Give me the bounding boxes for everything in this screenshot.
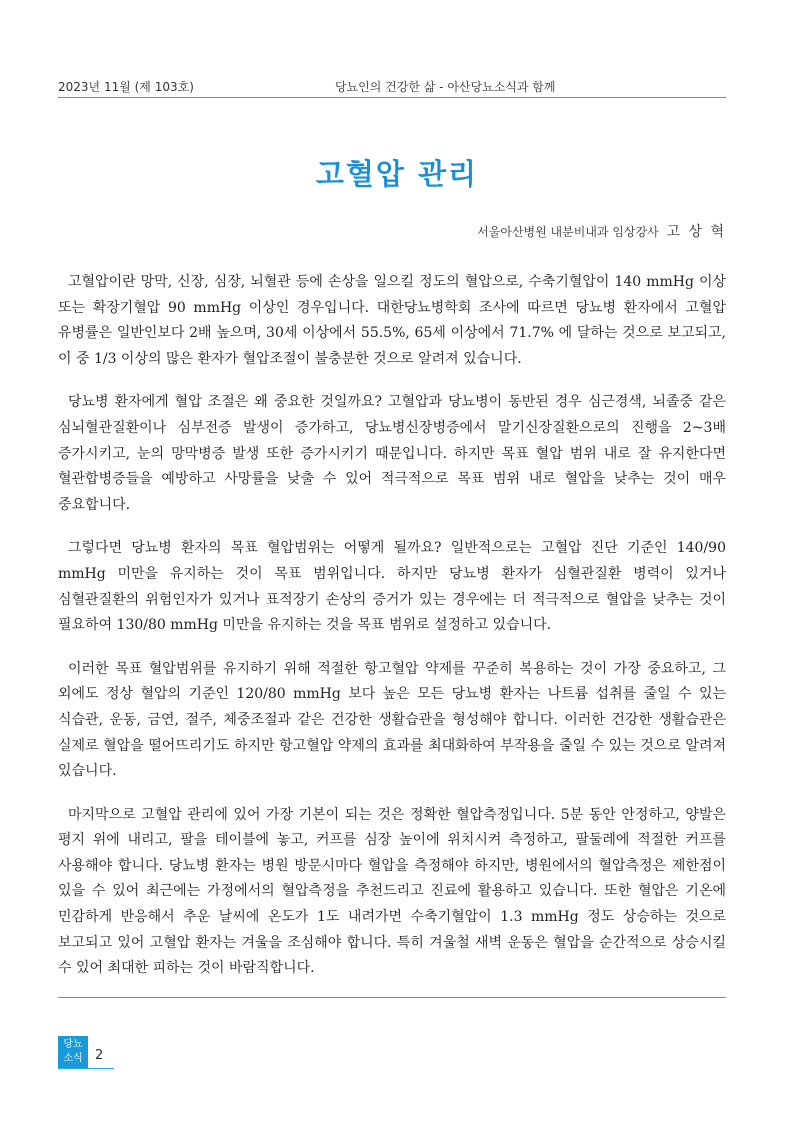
badge-line-2: 소식 [63, 1053, 83, 1064]
paragraph: 고혈압이란 망막, 신장, 심장, 뇌혈관 등에 손상을 일으킬 정도의 혈압으로, 수축기혈압이 140 mmHg 이상 또는 확장기혈압 90 mmHg 이상인 경우입니다. 대한당뇨병학회 조사에 따르면 당뇨병 환자에서 고혈압 유병률은 일반인보다 2배 높으며, 30세 이상에서 55.5%, 65세 이상에서 71.7% 에 달하는 것으로 보고되고, 이 중 1/3 이상의 많은 환자가 혈압조절이 불충분한 것으로 알려져 있습니다. [58, 274, 726, 367]
paragraph: 그렇다면 당뇨병 환자의 목표 혈압범위는 어떻게 될까요? 일반적으로는 고혈압 진단 기준인 140/90 mmHg 미만을 유지하는 것이 목표 범위입니다. 하지만 당뇨병 환자가 심혈관질환 병력이 있거나 심혈관질환의 위험인자가 있거나 표적장기 손상의 증거가 있는 경우에는 더 적극적으로 혈압을 낮추는 것이 필요하여 130/80 mmHg 미만을 유지하는 것을 목표 범위로 설정하고 있습니다. [58, 540, 726, 634]
author-byline [477, 221, 726, 241]
newsletter-slogan: 당뇨인의 건강한 삶 - 아산당뇨소식과 함께 [335, 80, 556, 94]
article-body [58, 270, 726, 1000]
footer-underline [58, 1068, 114, 1069]
badge-line-1: 당뇨 [63, 1039, 83, 1050]
paragraph: 당뇨병 환자에게 혈압 조절은 왜 중요한 것일까요? 고혈압과 당뇨병이 동반된 경우 심근경색, 뇌졸중 같은 심뇌혈관질환이나 심부전증 발생이 증가하고, 당뇨병신장병증에서 말기신장질환으로의 진행을 2~3배 증가시키고, 눈의 망막병증 발생 또한 증가시키기 때문입니다. 하지만 목표 혈압 범위 내로 잘 유지한다면 혈관합병증들을 예방하고 사망률을 낮출 수 있어 적극적으로 목표 범위 내로 혈압을 낮추는 것이 매우 중요합니다. [58, 394, 726, 513]
newsletter-badge [58, 1036, 88, 1068]
author-name: 고 상 혁 [666, 224, 726, 240]
page-header [58, 78, 726, 98]
page-number: 2 [95, 1048, 104, 1063]
paragraph: 마지막으로 고혈압 관리에 있어 가장 기본이 되는 것은 정확한 혈압측정입니다. 5분 동안 안정하고, 양발은 평지 위에 내리고, 팔을 테이블에 놓고, 커프를 심장 높이에 위치시켜 측정하고, 팔둘레에 적절한 커프를 사용해야 합니다. 당뇨병 환자는 병원 방문시마다 혈압을 측정해야 하지만, 병원에서의 혈압측정은 제한점이 있을 수 있어 최근에는 가정에서의 혈압측정을 추천드리고 진료에 활용하고 있습니다. 또한 혈압은 기온에 민감하게 반응해서 추운 날씨에 온도가 1도 내려가면 수축기혈압이 1.3 mmHg 정도 상승하는 것으로 보고되고 있어 고혈압 환자는 겨울을 조심해야 합니다. 특히 겨울철 새벽 운동은 혈압을 순간적으로 상승시킬 수 있어 최대한 피하는 것이 바람직합니다. [58, 806, 726, 977]
issue-label: 2023년 11월 (제 103호) [58, 80, 194, 94]
article-title: 고혈압 관리 [315, 157, 479, 191]
paragraph: 이러한 목표 혈압범위를 유지하기 위해 적절한 항고혈압 약제를 꾸준히 복용하는 것이 가장 중요하고, 그 외에도 정상 혈압의 기준인 120/80 mmHg 보다 높은 모든 당뇨병 환자는 나트륨 섭취를 줄일 수 있는 식습관, 운동, 금연, 절주, 체중조절과 같은 건강한 생활습관을 형성해야 합니다. 이러한 건강한 생활습관은 실제로 혈압을 떨어뜨리기도 하지만 항고혈압 약제의 효과를 최대화하여 부작용을 줄일 수 있는 것으로 알려져 있습니다. [58, 660, 726, 780]
footer-divider [58, 997, 726, 998]
author-affiliation: 서울아산병원 내분비내과 임상강사 [477, 225, 659, 239]
header-divider [58, 97, 726, 98]
